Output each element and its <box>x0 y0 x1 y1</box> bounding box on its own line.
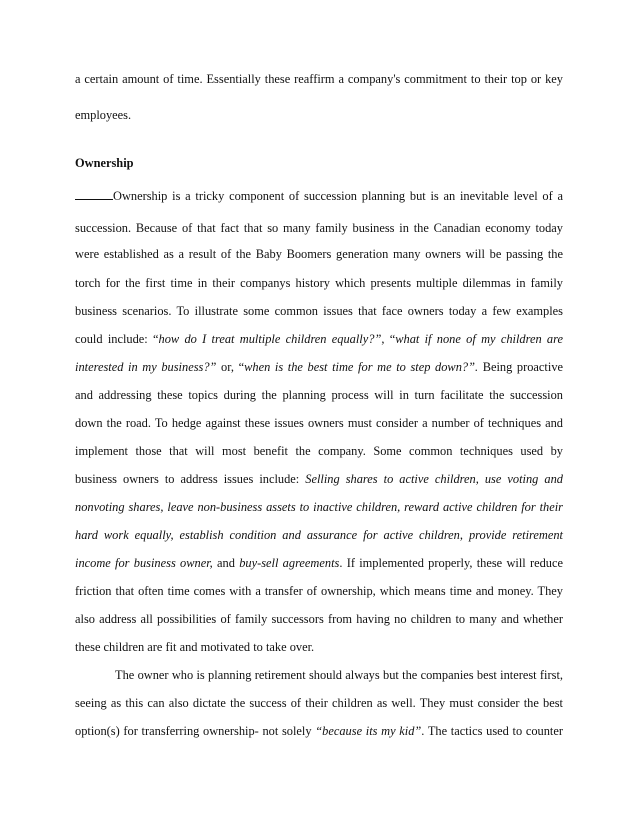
section-heading <box>75 155 134 171</box>
text-line <box>75 555 563 571</box>
text-line <box>75 527 563 543</box>
italic-text: interested in my business?” <box>75 360 217 374</box>
text-run: Ownership is a tricky component of succession planning but is an inevitable level of a <box>113 189 563 203</box>
text-line <box>75 611 563 627</box>
text-run: employees. <box>75 108 132 122</box>
text-run: and addressing these topics during the planning process will in turn facilitate the succession <box>75 388 563 402</box>
text-run: torch for the first time in their companys history which presents multiple dilemmas in family <box>75 276 563 290</box>
text-run: business scenarios. To illustrate some common issues that face owners today a few examples <box>75 304 563 318</box>
italic-text: when is the best time for me to step down?”. <box>244 360 479 374</box>
text-run: , “ <box>381 332 396 346</box>
text-run: seeing as this can also dictate the success of their children as well. They must consider the best <box>75 696 563 710</box>
italic-text: “because its my kid” <box>315 724 422 738</box>
text-run: and <box>212 556 240 570</box>
text-run: succession. Because of that fact that so many family business in the Canadian economy today <box>75 221 563 235</box>
text-run: . The tactics used to counter <box>421 724 563 738</box>
text-line <box>75 303 563 319</box>
text-run: Ownership <box>75 156 134 170</box>
italic-text: Selling shares to active children, use voting and <box>305 472 563 486</box>
text-run: a certain amount of time. Essentially these reaffirm a company's commitment to their top or key <box>75 72 563 86</box>
text-run: also address all possibilities of family successors from having no children to many and whether <box>75 612 563 626</box>
text-line <box>75 188 563 204</box>
text-line <box>75 415 563 431</box>
text-line <box>75 471 563 487</box>
text-run: Being proactive <box>478 360 564 374</box>
text-run: business owners to address issues include: <box>75 472 306 486</box>
text-run: these children are fit and motivated to take over. <box>75 640 315 654</box>
italic-text: how do I treat multiple children equally?” <box>158 332 382 346</box>
italic-text: nonvoting shares, leave non-business assets to inactive children, reward active children for their <box>75 500 563 514</box>
text-line <box>75 275 563 291</box>
text-run: friction that often time comes with a transfer of ownership, which means time and money. They <box>75 584 563 598</box>
italic-text: hard work equally, establish condition and assurance for active children, provide retirement <box>75 528 563 542</box>
text-line <box>75 387 563 403</box>
text-run: implement those that will most benefit the company. Some common techniques used by <box>75 444 563 458</box>
text-line <box>75 639 314 655</box>
text-line <box>75 695 563 711</box>
text-run: option(s) for transferring ownership- not solely <box>75 724 316 738</box>
text-run: down the road. To hedge against these issues owners must consider a number of techniques and <box>75 416 563 430</box>
text-line <box>75 723 563 739</box>
text-line <box>75 246 563 262</box>
text-run: or, “ <box>216 360 245 374</box>
text-line <box>75 107 131 123</box>
text-run: . If implemented properly, these will reduce <box>339 556 564 570</box>
text-line <box>75 359 563 375</box>
text-line <box>75 583 563 599</box>
italic-text: buy-sell agreements <box>239 556 340 570</box>
italic-text: income for business owner, <box>75 556 213 570</box>
text-run: were established as a result of the Baby Boomers generation many owners will be passing the <box>75 247 563 261</box>
text-run: The owner who is planning retirement should always but the companies best interest first, <box>115 668 563 682</box>
text-line <box>75 443 563 459</box>
text-line <box>75 331 563 347</box>
text-run: could include: “ <box>75 332 159 346</box>
text-line <box>75 499 563 515</box>
indent-blank-underline <box>75 188 113 200</box>
text-line <box>75 220 563 236</box>
text-line <box>75 71 563 87</box>
italic-text: what if none of my children are <box>395 332 563 346</box>
text-line <box>115 667 563 683</box>
